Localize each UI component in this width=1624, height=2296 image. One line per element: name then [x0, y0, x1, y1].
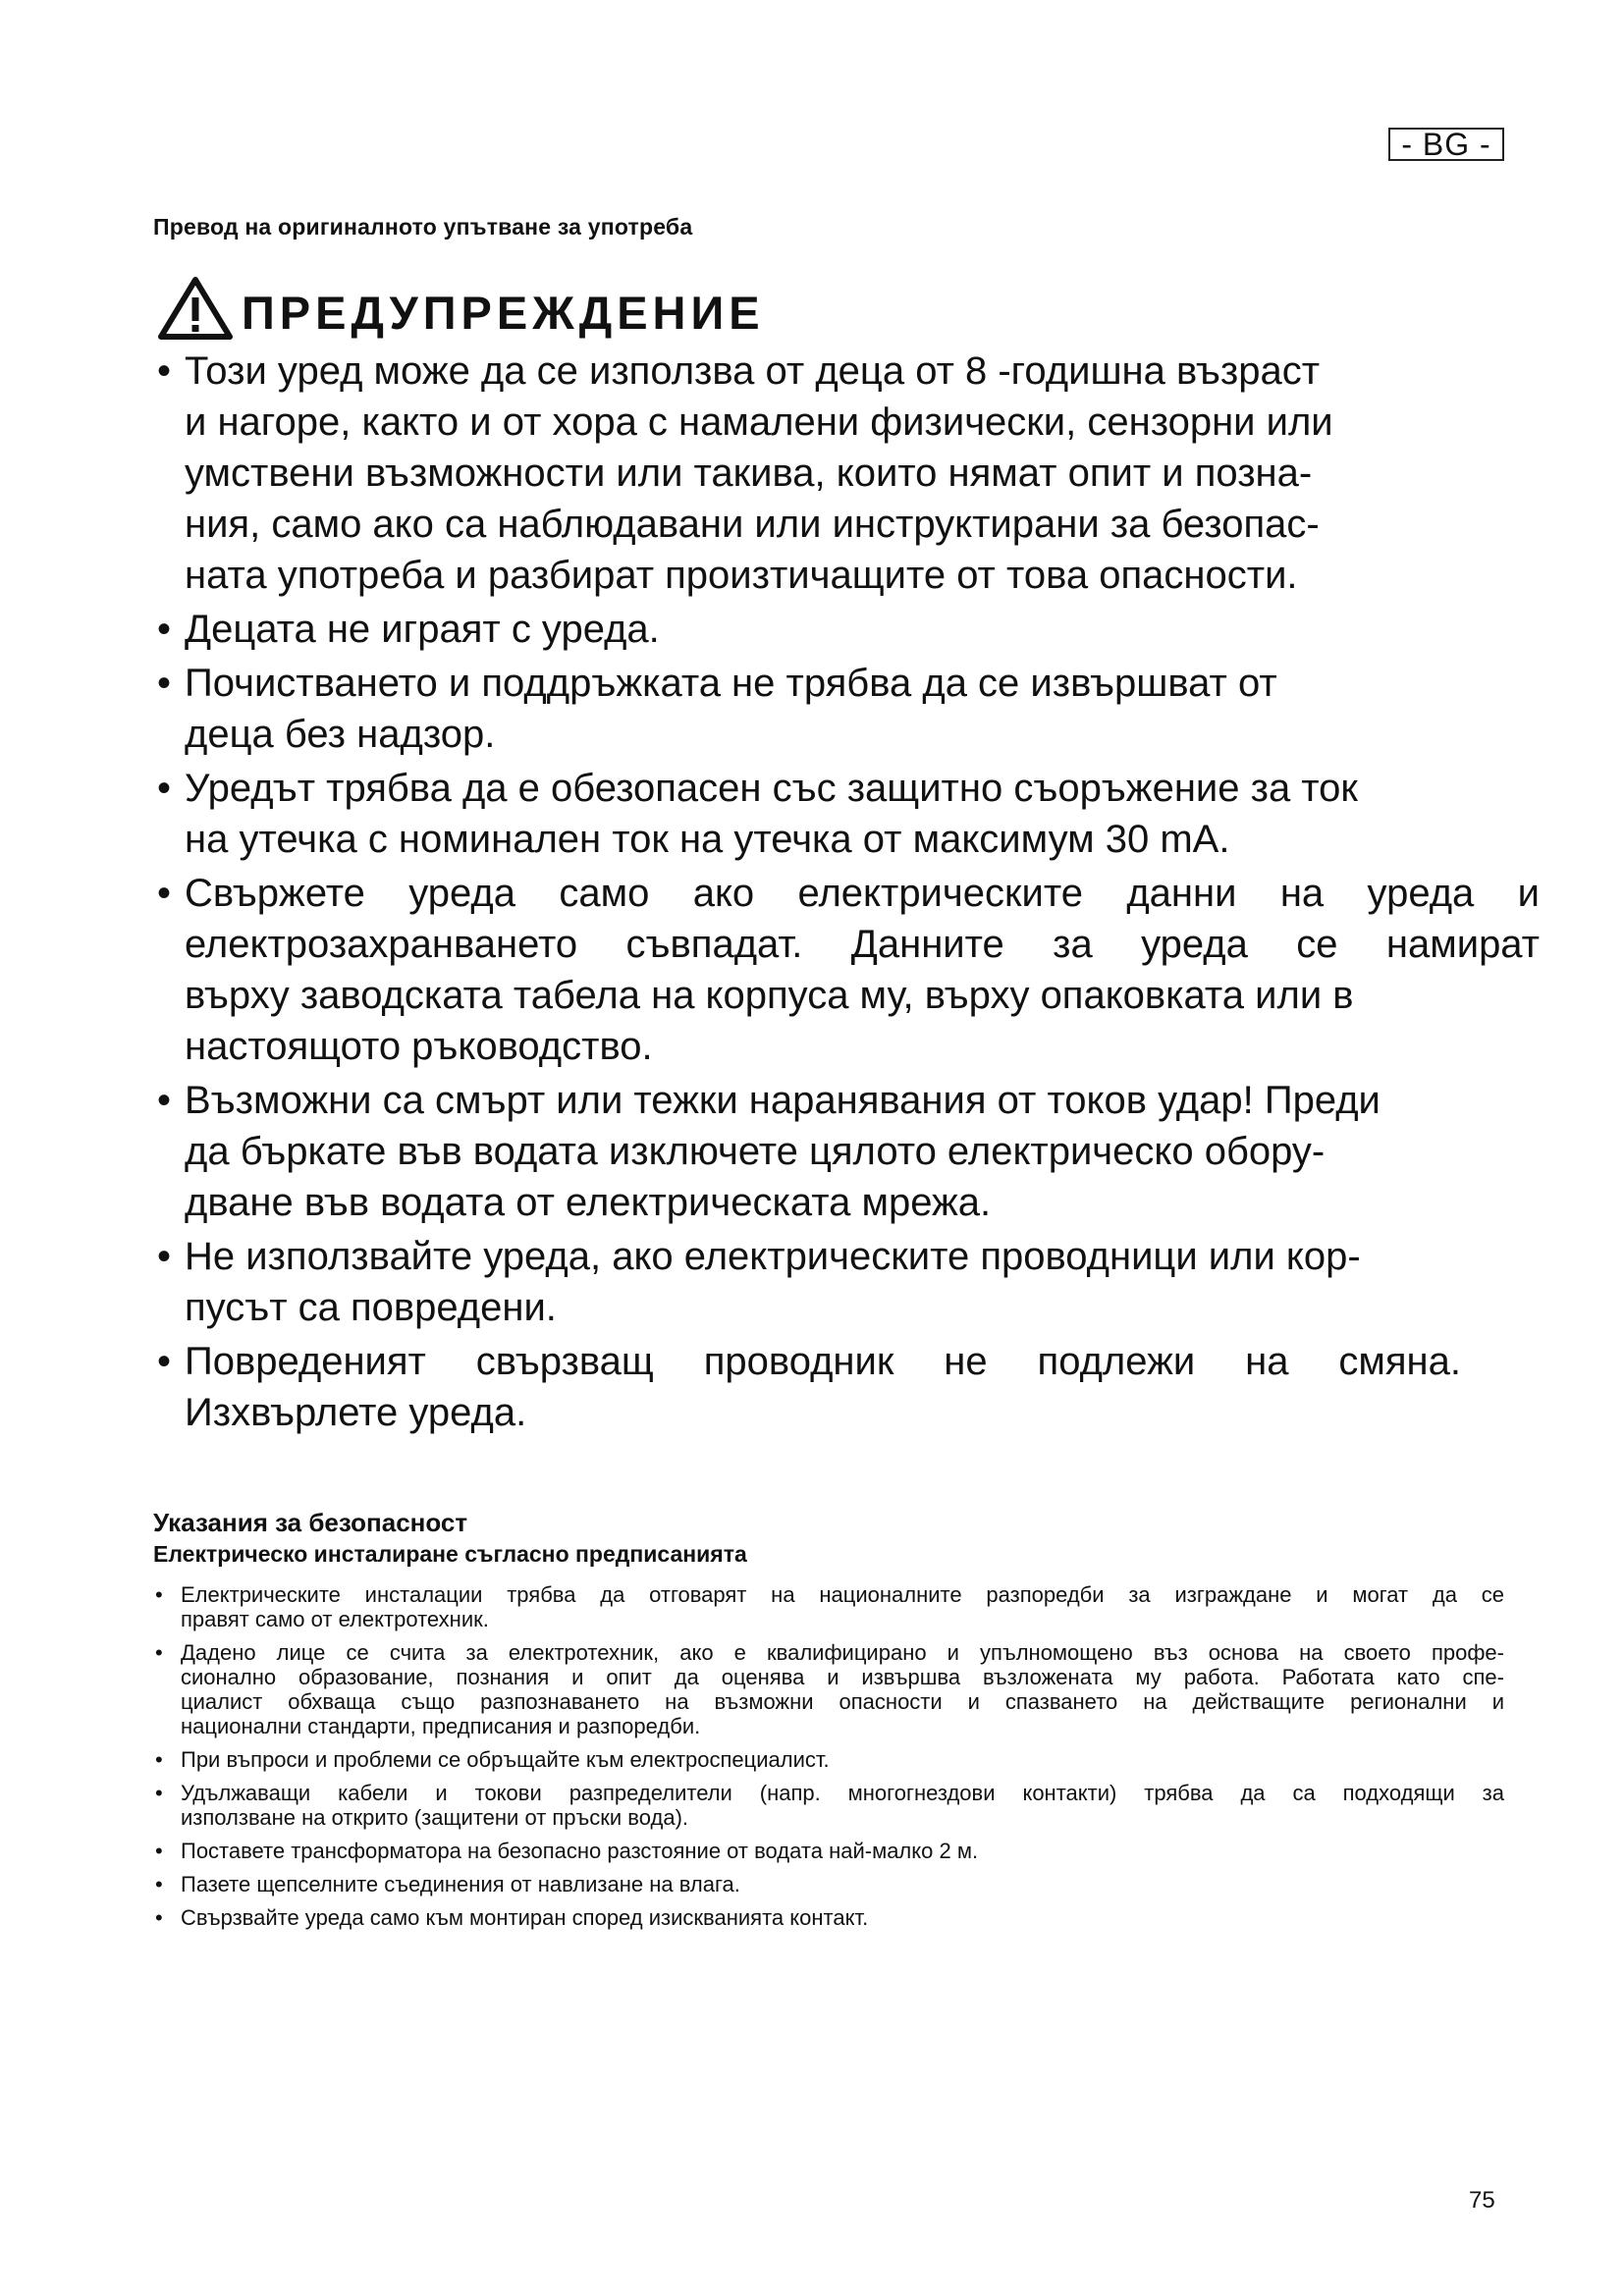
warning-line: пусът са повредени.: [185, 1286, 557, 1329]
safety-line: • Пазете щепселните съединения от навлизане на влага.: [181, 1872, 740, 1896]
warning-item: [157, 658, 1532, 760]
safety-item: [153, 1839, 1504, 1863]
warning-line: ния, само ако са наблюдавани или инструктирани за безопас-: [185, 503, 1320, 546]
warning-item: [157, 1336, 1461, 1438]
safety-item: [153, 1781, 1504, 1830]
warning-heading: [157, 273, 765, 344]
safety-line: правят само от електротехник.: [181, 1607, 489, 1631]
safety-line: национални стандарти, предписания и разпоредби.: [181, 1714, 701, 1738]
warning-line: да бъркате във водата изключете цялото електрическо обору-: [185, 1130, 1326, 1173]
safety-line: • Удължаващи кабели и токови разпределители (напр. многогнездови контакти) трябва да са подходящи за: [181, 1781, 1504, 1805]
warning-line: • Почистването и поддръжката не трябва да се извършват от: [185, 662, 1277, 705]
safety-list: [153, 1582, 1504, 1939]
warning-line: • Децата не играят с уреда.: [185, 608, 660, 651]
warning-line: • Този уред може да се използва от деца от 8 -годишна възраст: [185, 349, 1321, 393]
safety-line: използване на открито (защитени от пръски вода).: [181, 1805, 689, 1830]
warning-item: [157, 346, 1532, 601]
warning-item: [157, 1231, 1532, 1333]
safety-item: [153, 1872, 1504, 1896]
safety-line: • Свързвайте уреда само към монтиран според изискванията контакт.: [181, 1905, 869, 1930]
warning-line: • Уредът трябва да е обезопасен със защитно съоръжение за ток: [185, 767, 1358, 810]
warning-item: [157, 868, 1540, 1072]
warning-item: [157, 763, 1532, 865]
warning-line: умствени възможности или такива, които нямат опит и позна-: [185, 452, 1313, 495]
safety-item: [153, 1747, 1504, 1772]
safety-section-subtitle: Електрическо инсталиране съгласно предписанията: [153, 1541, 747, 1567]
safety-section-title: Указания за безопасност: [153, 1508, 468, 1537]
document-subtitle: Превод на оригиналното упътване за употреба: [153, 214, 693, 240]
warning-item: [157, 1075, 1532, 1228]
safety-line: • При въпроси и проблеми се обръщайте към електроспециалист.: [181, 1747, 830, 1772]
safety-line: сионално образование, познания и опит да оценява и извършва възложената му работа. Работата като спе-: [181, 1665, 1504, 1689]
page-number: 75: [1469, 2187, 1495, 2214]
warning-line: и нагоре, както и от хора с намалени физически, сензорни или: [185, 400, 1333, 444]
warning-line: електрозахранването съвпадат. Данните за уреда се намират: [185, 923, 1540, 966]
warning-triangle-icon: [157, 276, 234, 341]
safety-line: • Поставете трансформатора на безопасно разстояние от водата най-малко 2 м.: [181, 1839, 979, 1863]
safety-line: • Електрическите инсталации трябва да отговарят на националните разпоредби за изграждане и могат да се: [181, 1582, 1504, 1607]
warning-line: ната употреба и разбират произтичащите от това опасности.: [185, 554, 1298, 597]
warning-line: на утечка с номинален ток на утечка от максимум 30 mA.: [185, 818, 1230, 861]
safety-line: циалист обхваща също разпознаването на възможни опасности и спазването на действащите регионални и: [181, 1689, 1504, 1714]
warning-line: настоящото ръководство.: [185, 1025, 653, 1068]
safety-item: [153, 1905, 1504, 1930]
warning-line: Изхвърлете уреда.: [185, 1391, 527, 1434]
warning-line: дване във водата от електрическата мрежа.: [185, 1181, 992, 1224]
safety-item: [153, 1640, 1504, 1738]
warning-line: • Не използвайте уреда, ако електрическите проводници или кор-: [185, 1235, 1361, 1278]
safety-line: • Дадено лице се счита за електротехник, ако е квалифицирано и упълномощено въз основа на своето профе-: [181, 1640, 1504, 1665]
warning-line: • Свържете уреда само ако електрическите данни на уреда и: [185, 872, 1540, 915]
warning-item: [157, 604, 1532, 655]
warning-line: върху заводската табела на корпуса му, върху опаковката или в: [185, 974, 1354, 1017]
language-tag: - BG -: [1388, 128, 1504, 161]
safety-item: [153, 1582, 1504, 1631]
warning-list: [157, 346, 1540, 1441]
warning-title: ПРЕДУПРЕЖДЕНИЕ: [242, 286, 765, 339]
warning-line: • Възможни са смърт или тежки наранявания от токов удар! Преди: [185, 1079, 1380, 1122]
warning-line: деца без надзор.: [185, 713, 496, 756]
warning-line: • Повреденият свързващ проводник не подлежи на смяна.: [185, 1340, 1461, 1383]
